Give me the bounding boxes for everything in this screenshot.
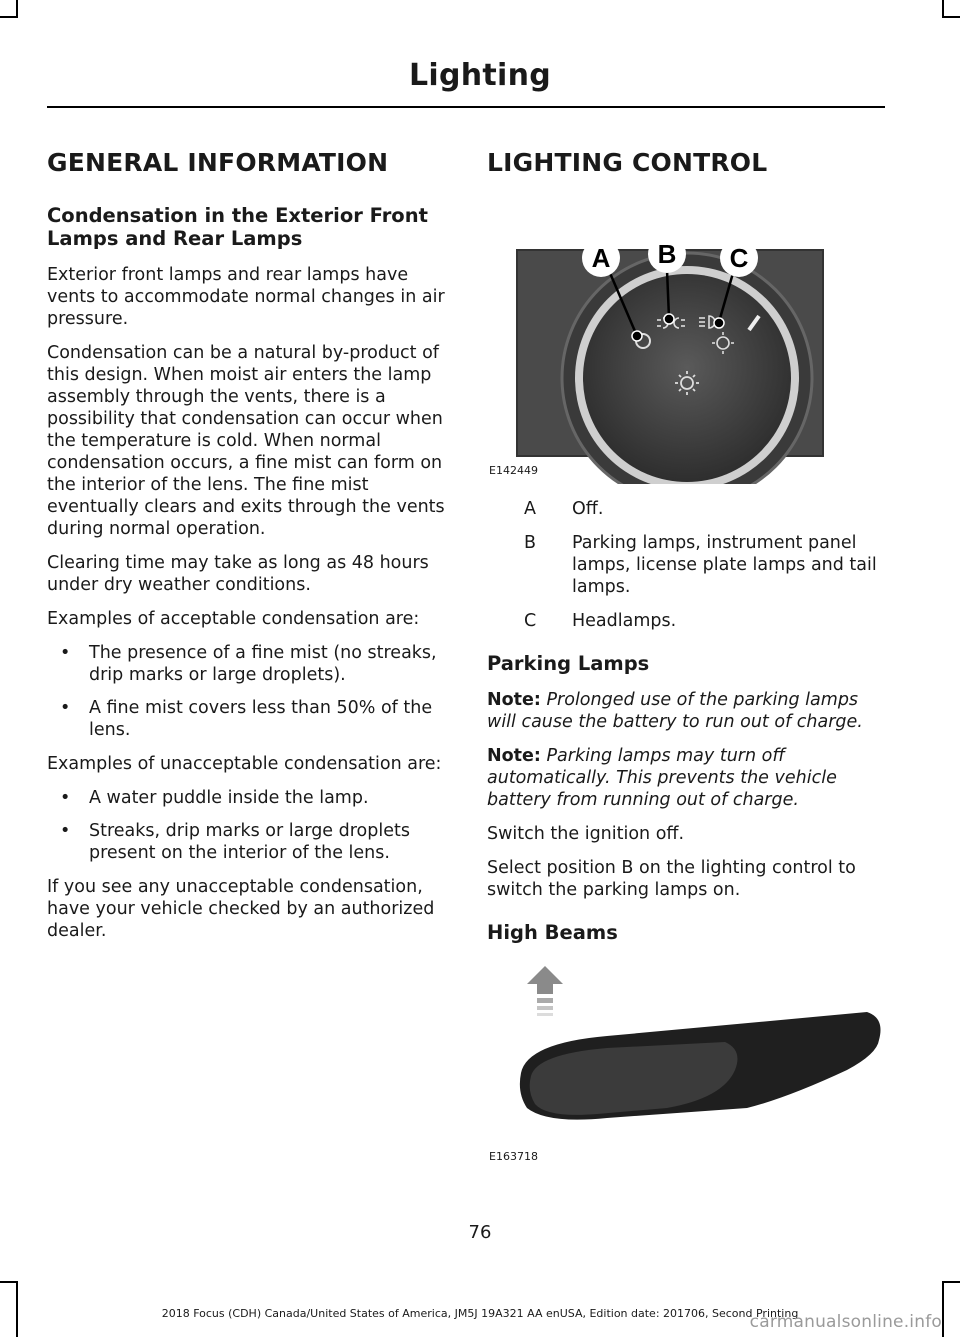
- acceptable-list: [47, 642, 447, 741]
- page-title: Lighting: [408, 58, 552, 93]
- svg-text:C: C: [729, 243, 749, 273]
- bullet-icon: •: [60, 643, 71, 663]
- left-column: [47, 140, 447, 954]
- bullet-icon: •: [60, 821, 71, 841]
- list-item: • Streaks, drip marks or large droplets present on the interior of the lens.: [60, 821, 410, 863]
- paragraph-ignition-off: Switch the ignition off.: [487, 824, 685, 844]
- figure-code: E142449: [489, 464, 538, 477]
- stalk-illustration: [487, 958, 885, 1158]
- bullet-icon: •: [60, 788, 71, 808]
- header-rule: [47, 106, 885, 108]
- list-item: • The presence of a fine mist (no streaks, drip marks or large droplets).: [60, 643, 437, 685]
- crop-mark: [942, 1281, 960, 1283]
- crop-mark: [942, 16, 960, 18]
- lighting-control-figure: [487, 198, 885, 484]
- high-beams-figure: [487, 958, 885, 1163]
- footer-edition-info: 2018 Focus (CDH) Canada/United States of America, JM5J 19A321 AA enUSA, Edition date: 201706, Second Printing: [161, 1307, 799, 1320]
- subsection-title-high-beams: High Beams: [487, 921, 618, 944]
- legend-row: C Headlamps.: [524, 611, 677, 631]
- paragraph-dealer: If you see any unacceptable condensation, have your vehicle checked by an authorized dealer.: [47, 877, 435, 941]
- push-up-arrow-icon: [527, 966, 563, 1016]
- note-battery: Note: Prolonged use of the parking lamps will cause the battery to run out of charge.: [487, 690, 863, 732]
- right-column: [487, 140, 885, 1163]
- figure-code: E163718: [489, 1150, 538, 1163]
- bullet-icon: •: [60, 698, 71, 718]
- paragraph-vents: Exterior front lamps and rear lamps have vents to accommodate normal changes in air pressure.: [47, 265, 445, 329]
- subsection-title-condensation: Condensation in the Exterior Front Lamps and Rear Lamps: [47, 204, 428, 250]
- crop-mark: [0, 16, 18, 18]
- unacceptable-list: [47, 787, 447, 864]
- crop-mark: [0, 1281, 18, 1283]
- subsection-title-parking-lamps: Parking Lamps: [487, 652, 650, 675]
- paragraph-acceptable-intro: Examples of acceptable condensation are:: [47, 609, 420, 629]
- watermark: carmanualsonline.info: [749, 1312, 942, 1332]
- svg-text:A: A: [591, 243, 611, 273]
- list-item: • A fine mist covers less than 50% of the lens.: [60, 698, 433, 740]
- page-number: 76: [468, 1222, 492, 1243]
- paragraph-select-position: Select position B on the lighting control to switch the parking lamps on.: [487, 858, 856, 900]
- paragraph-unacceptable-intro: Examples of unacceptable condensation are:: [47, 754, 442, 774]
- paragraph-condensation: Condensation can be a natural by-product of this design. When moist air enters the lamp assembly through the vents, there is a possibility that condensation can occur when the temperature is cold. When normal condensation occurs, a fine mist can form on the interior of the lens. The fine mist eventually clears and exits through the vents during normal operation.: [47, 343, 445, 539]
- legend-row: A Off.: [524, 499, 604, 519]
- svg-text:B: B: [657, 239, 677, 269]
- note-auto-off: Note: Parking lamps may turn off automatically. This prevents the vehicle battery from running out of charge.: [487, 746, 837, 810]
- list-item: • A water puddle inside the lamp.: [60, 788, 369, 808]
- paragraph-clearing-time: Clearing time may take as long as 48 hours under dry weather conditions.: [47, 553, 429, 595]
- rotary-knob: [583, 274, 791, 482]
- callout-legend: [487, 498, 885, 632]
- section-title-general-information: GENERAL INFORMATION: [47, 148, 389, 177]
- lighting-switch-illustration: [487, 198, 885, 484]
- section-title-lighting-control: LIGHTING CONTROL: [487, 148, 768, 177]
- legend-row: B Parking lamps, instrument panel lamps, license plate lamps and tail lamps.: [524, 533, 877, 597]
